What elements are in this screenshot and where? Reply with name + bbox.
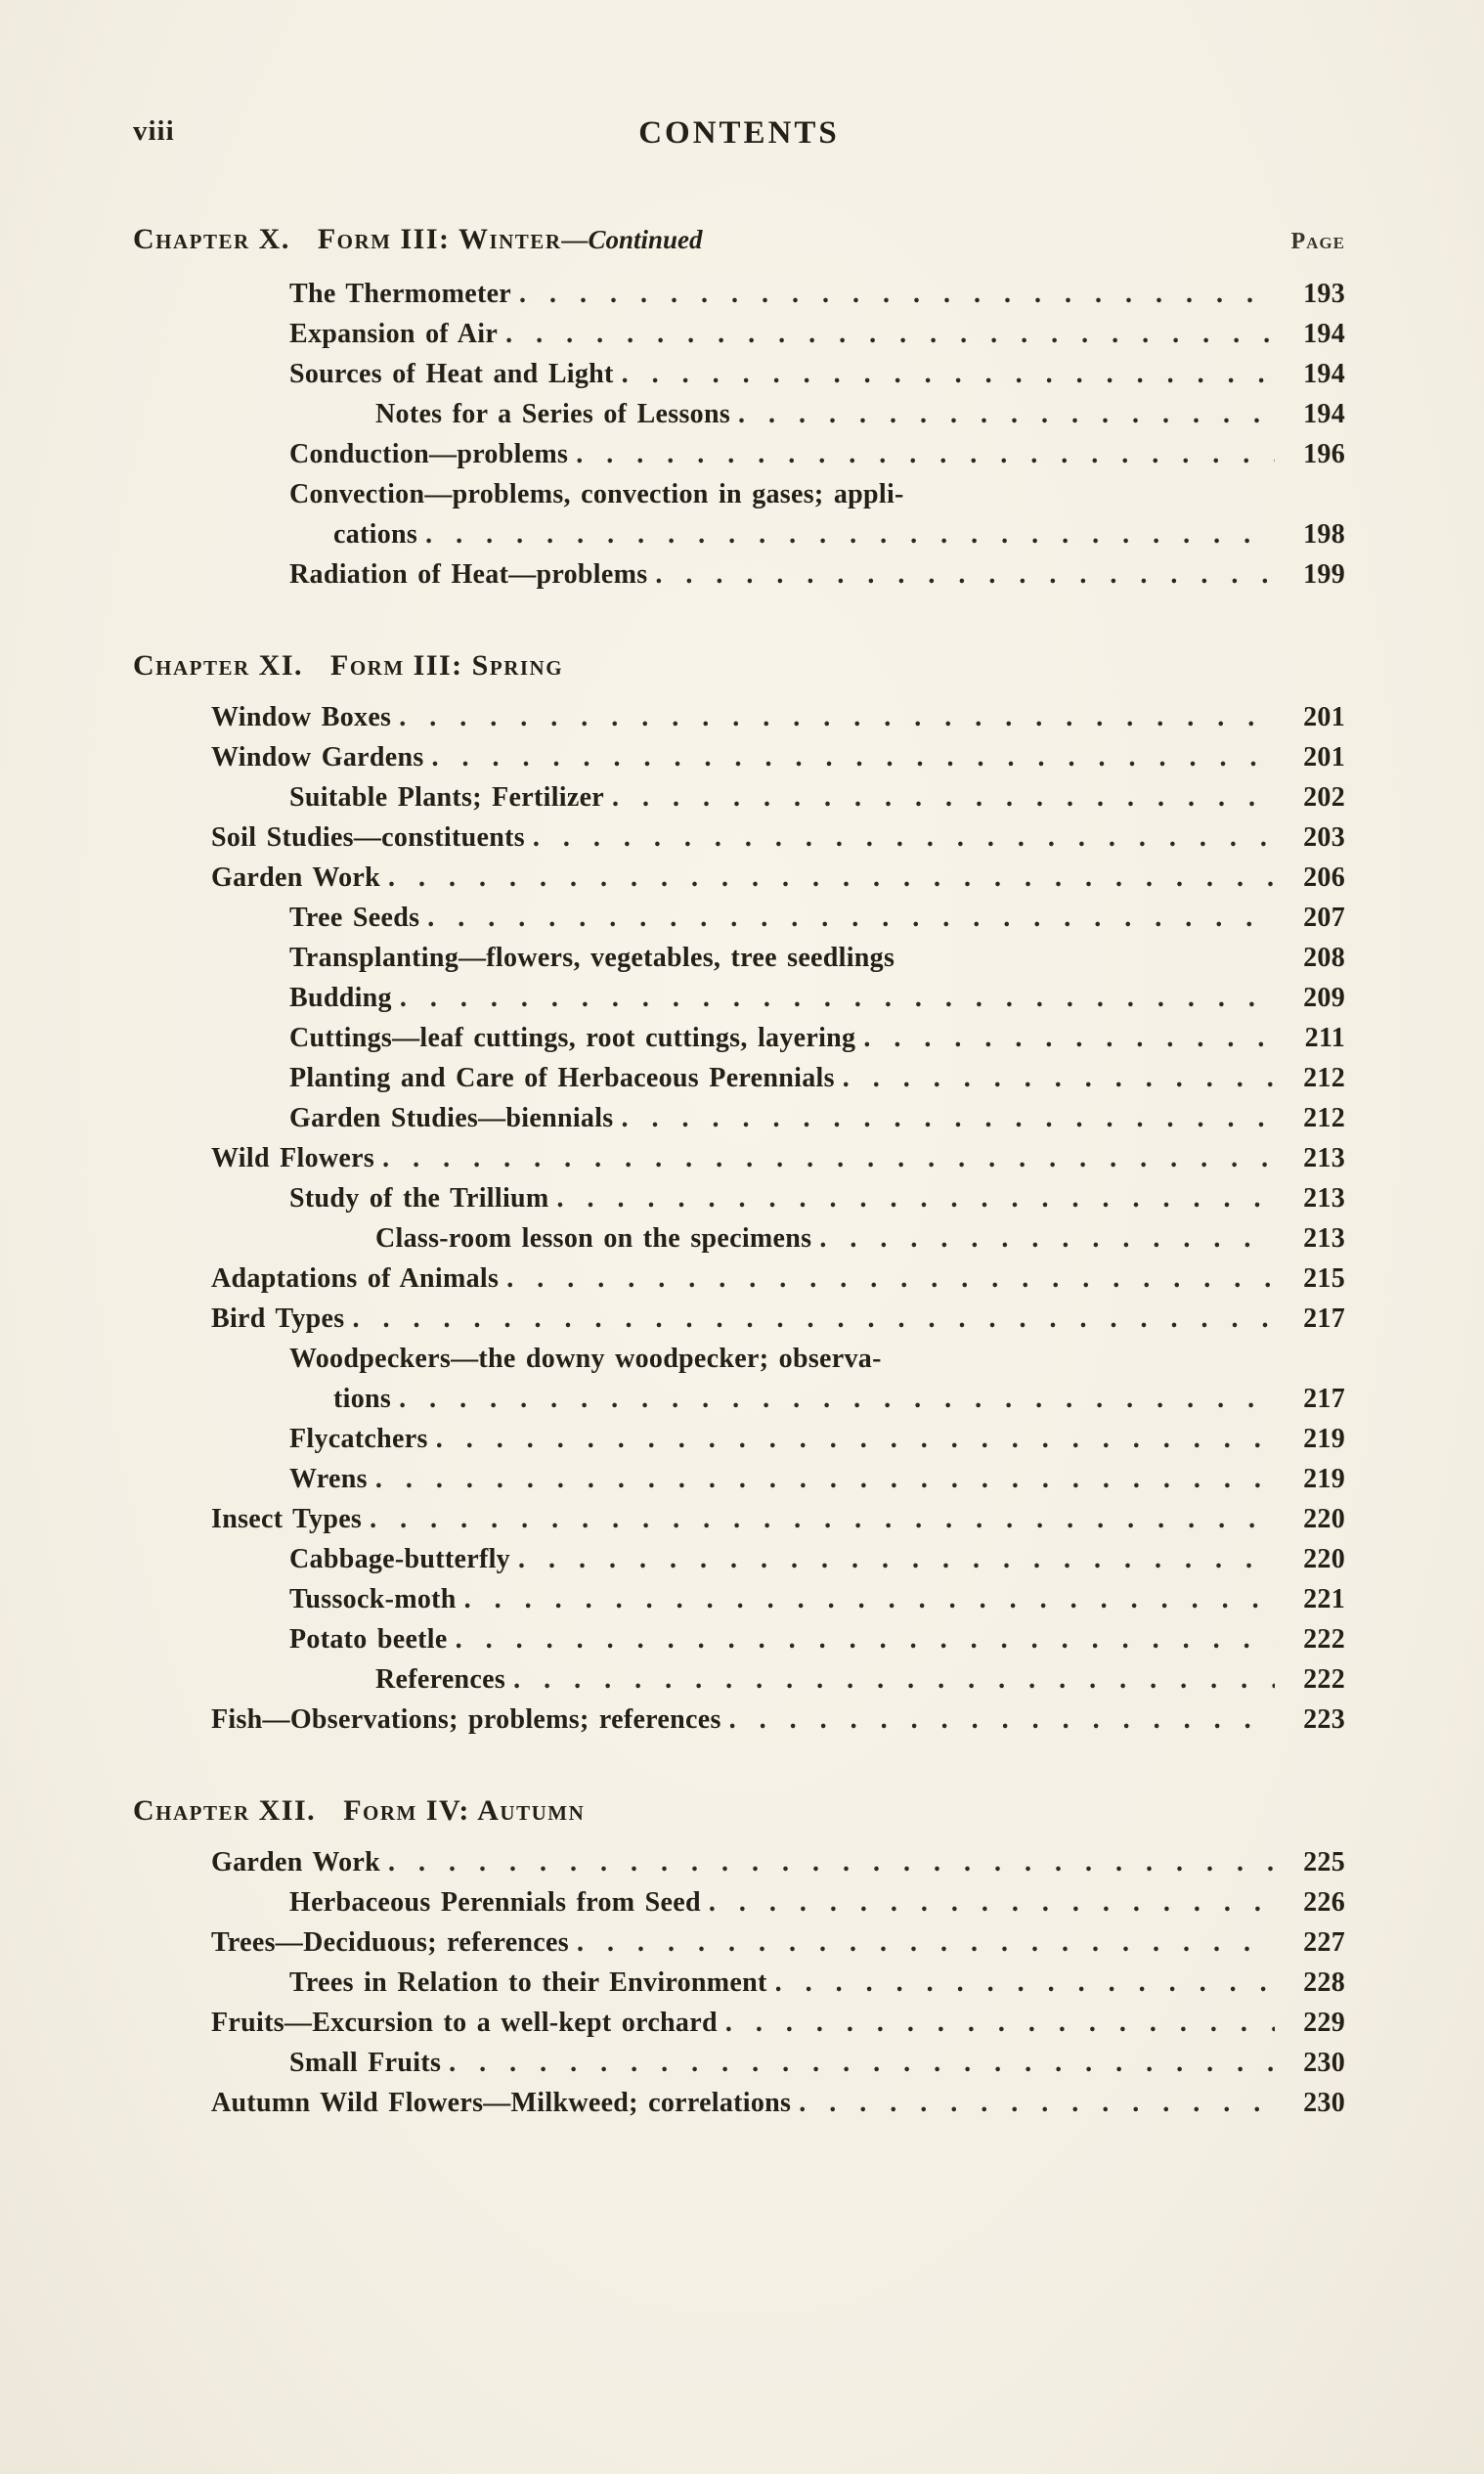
toc-entry-page: 221 [1303,1584,1345,1614]
dot-leader [425,514,1275,554]
page-header [133,115,1345,158]
toc-entry [133,1619,1345,1659]
toc-entry [133,354,1345,394]
dot-leader [456,1619,1275,1659]
toc-entry [133,938,1345,978]
dot-leader [370,1499,1275,1539]
toc-section [133,645,1345,1740]
dot-leader [513,1659,1275,1700]
toc-entry-title: Autumn Wild Flowers—Milkweed; correlations [211,2088,792,2118]
toc-entry-page: 212 [1303,1063,1345,1093]
dot-leader [533,817,1275,858]
toc-entry [133,1700,1345,1740]
toc-entry [133,2083,1345,2123]
dot-leader [612,777,1275,817]
toc-entry [133,697,1345,737]
chapter-heading [133,1790,1345,1831]
toc-entry-title: cations [333,519,418,550]
chapter-heading [133,219,1345,262]
toc-entry-page: 227 [1303,1927,1345,1958]
dot-leader [436,1419,1275,1459]
dot-leader [382,1138,1275,1178]
chapter-heading [133,645,1345,685]
dot-leader [399,697,1275,737]
dot-leader [388,1842,1275,1882]
chapter-number: Chapter XI. [133,649,304,682]
toc-entry-page: 206 [1303,862,1345,893]
toc-entry-page: 225 [1303,1847,1345,1878]
toc-entry-title: Flycatchers [289,1424,428,1454]
toc-entry-page: 217 [1303,1303,1345,1334]
toc-entry-title: Garden Studies—biennials [289,1103,614,1133]
toc-entry [133,1379,1345,1419]
toc-entry-page: 199 [1303,559,1345,590]
dot-leader [577,1922,1275,1963]
toc-entry [133,858,1345,898]
toc-entry [133,1579,1345,1619]
toc-entry-title: Cuttings—leaf cuttings, root cuttings, layering [289,1023,856,1053]
toc-entry [133,777,1345,817]
toc-entry [133,978,1345,1018]
toc-entry [133,1963,1345,2003]
toc-entry-page: 217 [1303,1384,1345,1414]
dot-leader [729,1700,1275,1740]
chapter-number: Chapter XII. [133,1794,317,1827]
toc-entry-page: 194 [1303,399,1345,429]
toc-entry-page: 213 [1303,1143,1345,1173]
toc-entry-page: 212 [1303,1103,1345,1133]
page-title: CONTENTS [638,115,840,151]
toc-entry-title: Garden Work [211,1847,381,1878]
toc-entry [133,1659,1345,1700]
toc-entry-title: Radiation of Heat—problems [289,559,648,590]
dot-leader [518,1539,1275,1579]
chapter-continued-note: —Continued [561,225,703,254]
dot-leader [843,1058,1275,1098]
toc-entry-page: 208 [1303,943,1345,973]
toc-entry-title: Cabbage-butterfly [289,1544,510,1574]
toc-entry-title: Window Gardens [211,742,424,773]
toc-entry-title: Woodpeckers—the downy woodpecker; observa- [289,1344,882,1374]
toc-entry [133,474,1345,514]
toc-entry-title: Window Boxes [211,702,392,732]
toc-entry [133,1842,1345,1882]
toc-entry [133,394,1345,434]
toc-entry-page: 198 [1303,519,1345,550]
dot-leader [622,1098,1275,1138]
dot-leader [505,314,1275,354]
dot-leader [519,274,1275,314]
dot-leader [775,1963,1275,2003]
toc-entry-page: 201 [1303,702,1345,732]
dot-leader [819,1218,1275,1259]
toc-entry [133,434,1345,474]
toc-entry-page: 215 [1303,1263,1345,1294]
chapter-title: Form IV: Autumn [343,1794,586,1827]
toc-entry-title: tions [333,1384,392,1414]
toc-entry-page: 226 [1303,1887,1345,1918]
toc-entry [133,2003,1345,2043]
dot-leader [799,2083,1275,2123]
toc-entry-page: 209 [1303,983,1345,1013]
dot-leader [399,1379,1275,1419]
toc-entry-title: Tussock-moth [289,1584,457,1614]
toc-entry-title: Wild Flowers [211,1143,375,1173]
dot-leader [557,1178,1275,1218]
toc-entry-page: 219 [1303,1464,1345,1494]
toc-entry-page: 223 [1303,1704,1345,1735]
toc-entry-page: 220 [1303,1504,1345,1534]
toc-entry [133,1882,1345,1922]
dot-leader [863,1018,1275,1058]
dot-leader [576,434,1275,474]
dot-leader [709,1882,1275,1922]
toc-entry-title: Expansion of Air [289,319,499,349]
toc-entry [133,1138,1345,1178]
toc-entry [133,554,1345,595]
toc-entry-title: References [375,1664,506,1695]
dot-leader [506,1259,1275,1299]
toc-entry-page: 219 [1303,1424,1345,1454]
chapter-number: Chapter X. [133,223,290,255]
toc-entry-page: 193 [1303,279,1345,309]
toc-entry-title: Insect Types [211,1504,363,1534]
toc-entry [133,1098,1345,1138]
dot-leader [738,394,1275,434]
toc-entry-title: Trees in Relation to their Environment [289,1967,767,1998]
toc-entry-title: Wrens [289,1464,368,1494]
toc-entry-title: Fruits—Excursion to a well-kept orchard [211,2008,718,2038]
toc-entry-title: Budding [289,983,392,1013]
dot-leader [427,898,1275,938]
toc-entry-title: Class-room lesson on the specimens [375,1223,812,1254]
dot-leader [400,978,1275,1018]
toc-entry-page: 196 [1303,439,1345,469]
toc-entry-title: Adaptations of Animals [211,1263,500,1294]
toc-entry-title: Sources of Heat and Light [289,359,614,389]
toc-section [133,1790,1345,2123]
toc-entry-page: 213 [1303,1183,1345,1214]
toc-entry-page: 211 [1304,1023,1345,1053]
toc-entry [133,2043,1345,2083]
toc-entry-title: Suitable Plants; Fertilizer [289,782,605,813]
toc-entry [133,1259,1345,1299]
toc-entry [133,1419,1345,1459]
toc-entry-title: Soil Studies—constituents [211,822,525,853]
toc-entry-page: 230 [1303,2088,1345,2118]
toc-entry-title: Conduction—problems [289,439,569,469]
toc-entry-page: 230 [1303,2048,1345,2078]
toc-entry-title: Transplanting—flowers, vegetables, tree seedlings [289,943,895,973]
dot-leader [388,858,1275,898]
toc-entry [133,1499,1345,1539]
toc-entry [133,1018,1345,1058]
page-column-label: Page [1290,229,1345,254]
toc-entry-page: 229 [1303,2008,1345,2038]
toc-entry-page: 222 [1303,1664,1345,1695]
dot-leader [622,354,1275,394]
toc-entry-title: Planting and Care of Herbaceous Perennials [289,1063,835,1093]
dot-leader [725,2003,1275,2043]
toc-entry [133,1178,1345,1218]
toc-entry [133,514,1345,554]
table-of-contents [133,219,1345,2123]
toc-entry-page: 202 [1303,782,1345,813]
toc-entry-title: Notes for a Series of Lessons [375,399,731,429]
dot-leader [432,737,1275,777]
toc-entry-page: 203 [1303,822,1345,853]
toc-entry [133,1922,1345,1963]
toc-entry-title: The Thermometer [289,279,512,309]
toc-entry-title: Herbaceous Perennials from Seed [289,1887,701,1918]
dot-leader [449,2043,1275,2083]
folio-number: viii [133,115,175,147]
toc-entry-title: Convection—problems, convection in gases; appli- [289,479,904,509]
toc-entry-page: 222 [1303,1624,1345,1655]
dot-leader [655,554,1275,595]
toc-entry-title: Trees—Deciduous; references [211,1927,569,1958]
toc-entry [133,898,1345,938]
toc-entry-page: 194 [1303,319,1345,349]
toc-entry-title: Garden Work [211,862,381,893]
toc-entry [133,1218,1345,1259]
toc-entry [133,737,1345,777]
toc-entry-page: 220 [1303,1544,1345,1574]
toc-entry [133,817,1345,858]
chapter-title: Form III: Winter [317,223,562,255]
toc-entry-page: 207 [1303,903,1345,933]
toc-entry [133,1539,1345,1579]
toc-entry-title: Study of the Trillium [289,1183,549,1214]
toc-entry [133,1299,1345,1339]
toc-entry [133,1339,1345,1379]
toc-entry-page: 213 [1303,1223,1345,1254]
dot-leader [464,1579,1275,1619]
dot-leader [352,1299,1275,1339]
toc-entry [133,1058,1345,1098]
toc-entry-page: 194 [1303,359,1345,389]
toc-entry [133,1459,1345,1499]
toc-section [133,219,1345,595]
toc-entry-title: Tree Seeds [289,903,420,933]
toc-entry [133,274,1345,314]
toc-entry [133,314,1345,354]
toc-entry-title: Small Fruits [289,2048,442,2078]
toc-entry-title: Potato beetle [289,1624,448,1655]
chapter-title: Form III: Spring [330,649,564,682]
toc-entry-page: 228 [1303,1967,1345,1998]
dot-leader [375,1459,1275,1499]
toc-entry-title: Fish—Observations; problems; references [211,1704,721,1735]
toc-entry-title: Bird Types [211,1303,345,1334]
toc-entry-page: 201 [1303,742,1345,773]
